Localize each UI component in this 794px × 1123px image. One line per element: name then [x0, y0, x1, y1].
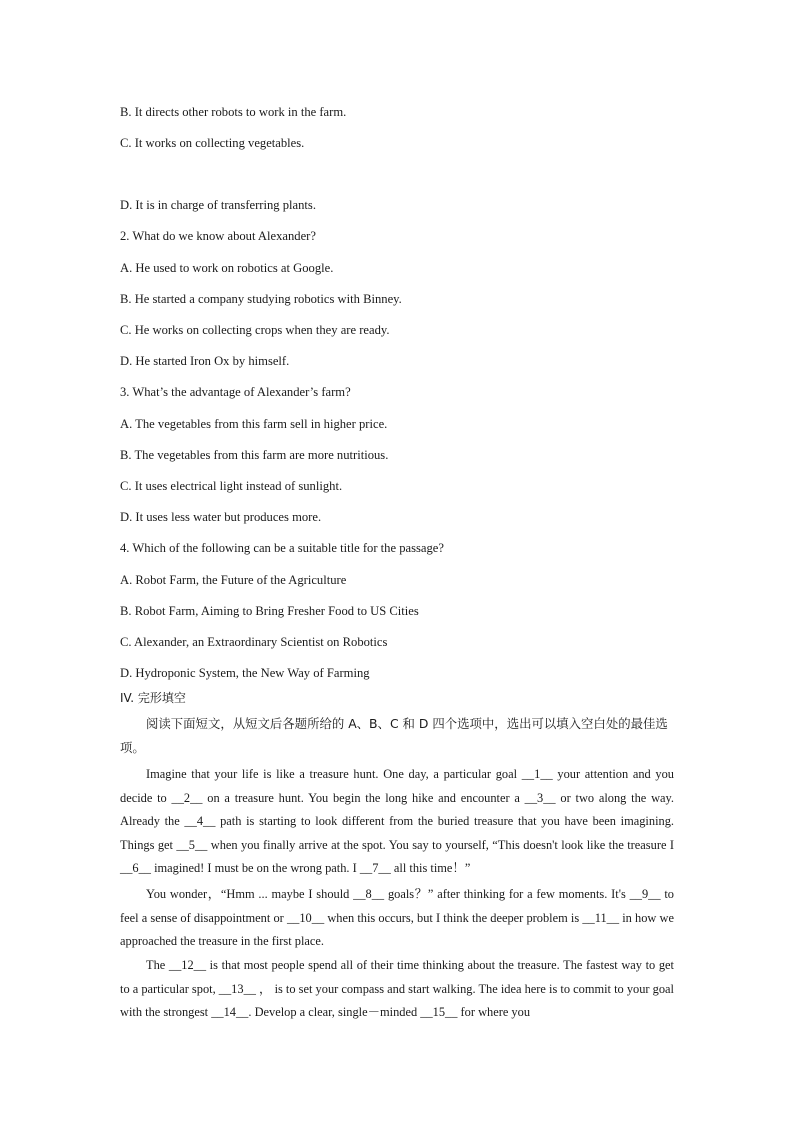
- q2-option-d: D. He started Iron Ox by himself.: [120, 354, 290, 368]
- passage-paragraph-2: You wonder，“Hmm ... maybe I should __8__ goals？” after thinking for a few moments. It's __9__ to feel a sense of disappointment or __10__ when this occurs, but I think the deeper problem is __11__ in how we approached the treasure in the first place.: [120, 887, 674, 948]
- q1-option-c: C. It works on collecting vegetables.: [120, 136, 305, 150]
- q2-option-b: B. He started a company studying robotics with Binney.: [120, 292, 402, 306]
- q3-option-a: A. The vegetables from this farm sell in higher price.: [120, 417, 388, 431]
- passage-paragraph-3: The __12__ is that most people spend all of their time thinking about the treasure. The fastest way to get to a particular spot, __13__ ， is to set your compass and start walking. The idea here is to commit to your goal with the strongest __14__. Develop a clear, single－minded __15__ for where you: [120, 958, 674, 1019]
- q2-option-a: A. He used to work on robotics at Google.: [120, 261, 334, 275]
- section-instruction: 阅读下面短文，从短文后各题所给的 A、B、C 和 D 四个选项中，选出可以填入空白处的最佳选项。: [120, 716, 668, 755]
- q3-option-c: C. It uses electrical light instead of sunlight.: [120, 479, 343, 493]
- section-heading: IV. 完形填空: [120, 691, 186, 705]
- q1-option-b: B. It directs other robots to work in the farm.: [120, 105, 347, 119]
- passage-paragraph-1: Imagine that your life is like a treasure hunt. One day, a particular goal __1__ your attention and you decide to __2__ on a treasure hunt. You begin the long hike and encounter a __3__ or two along the way. Already the __4__ path is starting to look different from the buried treasure that you have been imagining. Things get __5__ when you finally arrive at the spot. You say to yourself, “This doesn't look like the treasure I __6__ imagined! I must be on the wrong path. I __7__ all this time！”: [120, 767, 674, 875]
- q3-option-d: D. It uses less water but produces more.: [120, 510, 322, 524]
- q4-option-d: D. Hydroponic System, the New Way of Farming: [120, 666, 370, 680]
- q4-option-c: C. Alexander, an Extraordinary Scientist on Robotics: [120, 635, 388, 649]
- q4-option-b: B. Robot Farm, Aiming to Bring Fresher Food to US Cities: [120, 604, 419, 618]
- q2-stem: 2. What do we know about Alexander?: [120, 229, 316, 243]
- q3-stem: 3. What’s the advantage of Alexander’s farm?: [120, 385, 351, 399]
- q2-option-c: C. He works on collecting crops when they are ready.: [120, 323, 390, 337]
- q4-stem: 4. Which of the following can be a suitable title for the passage?: [120, 541, 444, 555]
- q4-option-a: A. Robot Farm, the Future of the Agriculture: [120, 573, 347, 587]
- q3-option-b: B. The vegetables from this farm are more nutritious.: [120, 448, 389, 462]
- q1-option-d: D. It is in charge of transferring plants.: [120, 198, 316, 212]
